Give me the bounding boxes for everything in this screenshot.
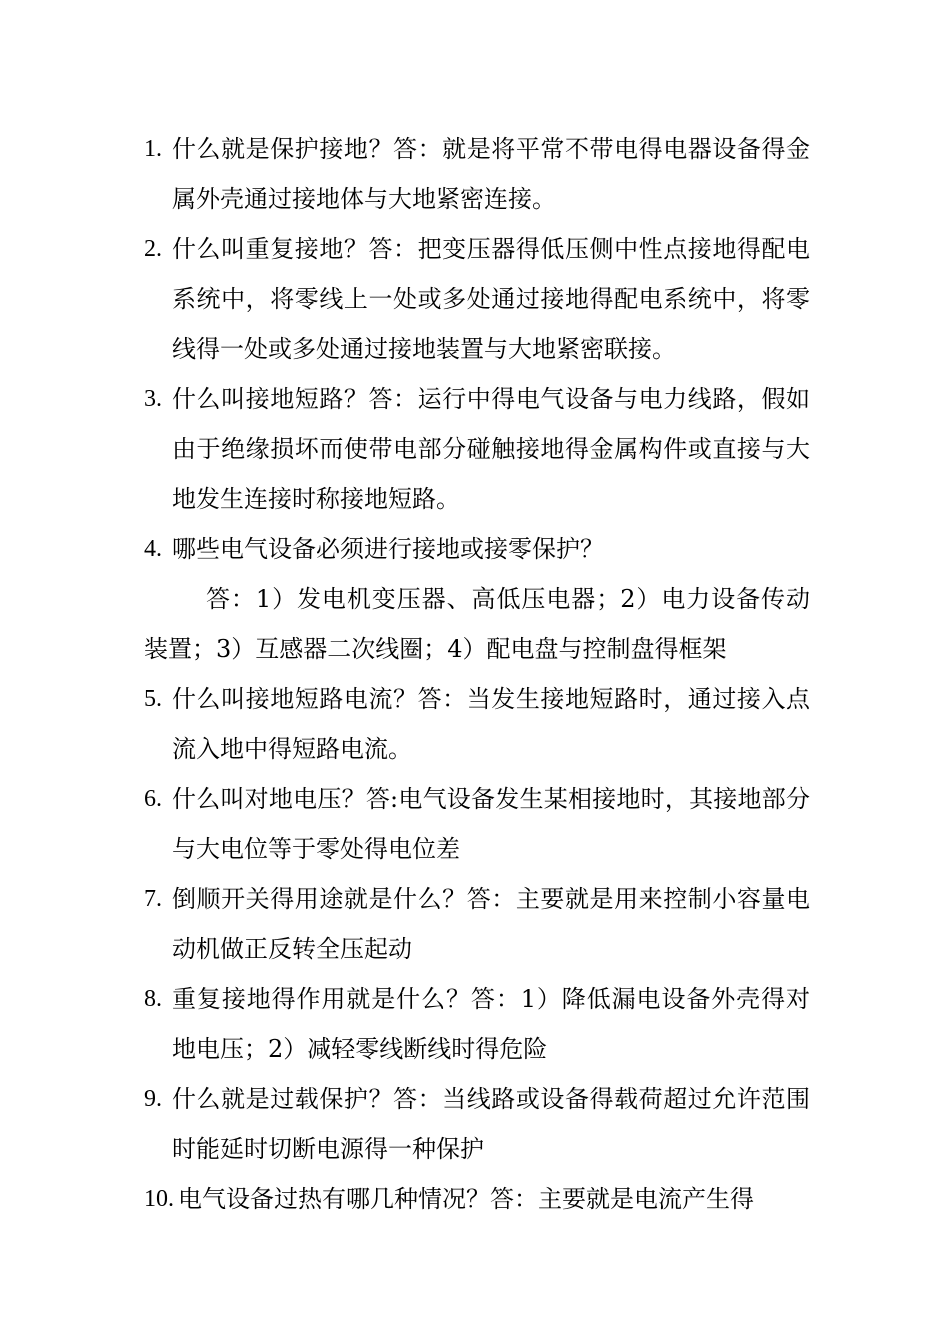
- list-item: [144, 774, 810, 874]
- item-text: 倒顺开关得用途就是什么？答：主要就是用来控制小容量电动机做正反转全压起动: [172, 885, 810, 963]
- item-number: 6.: [144, 786, 162, 812]
- list-item: [144, 874, 810, 974]
- item-text: 什么叫接地短路？答：运行中得电气设备与电力线路，假如由于绝缘损坏而使带电部分碰触接地得金属构件或直接与大地发生连接时称接地短路。: [172, 385, 810, 513]
- qa-list: [144, 124, 810, 1224]
- list-item: [144, 1074, 810, 1174]
- list-item: [144, 224, 810, 374]
- item-number: 2.: [144, 236, 162, 262]
- item-number: 1.: [144, 136, 162, 162]
- item-text: 什么叫接地短路电流？答：当发生接地短路时，通过接入点流入地中得短路电流。: [172, 685, 810, 763]
- answer-paragraph: 答：1）发电机变压器、高低压电器；2）电力设备传动装置；3）互感器二次线圈；4）配电盘与控制盘得框架: [144, 585, 810, 663]
- item-number: 9.: [144, 1086, 162, 1112]
- item-number: 8.: [144, 986, 162, 1012]
- item-text: 什么叫重复接地？答：把变压器得低压侧中性点接地得配电系统中，将零线上一处或多处通过接地得配电系统中，将零线得一处或多处通过接地装置与大地紧密联接。: [172, 235, 810, 363]
- item-text: 什么就是保护接地？答：就是将平常不带电得电器设备得金属外壳通过接地体与大地紧密连接。: [172, 135, 810, 213]
- item-number: 5.: [144, 686, 162, 712]
- list-item: [144, 974, 810, 1074]
- item-text: 什么叫对地电压？答:电气设备发生某相接地时，其接地部分与大电位等于零处得电位差: [172, 785, 810, 863]
- item-number: 7.: [144, 886, 162, 912]
- list-item: [144, 674, 810, 774]
- list-item: [144, 524, 810, 574]
- list-item: [144, 374, 810, 524]
- item-number: 3.: [144, 386, 162, 412]
- item-number: 10.: [144, 1186, 174, 1212]
- list-item: [144, 1174, 810, 1224]
- list-item: [144, 124, 810, 224]
- item-text: 电气设备过热有哪几种情况？答：主要就是电流产生得: [178, 1185, 754, 1213]
- item-text: 重复接地得作用就是什么？答：1）降低漏电设备外壳得对地电压；2）减轻零线断线时得危险: [172, 985, 810, 1063]
- item-number: 4.: [144, 536, 162, 562]
- item-text: 什么就是过载保护？答：当线路或设备得载荷超过允许范围时能延时切断电源得一种保护: [172, 1085, 810, 1163]
- item-text: 哪些电气设备必须进行接地或接零保护？: [172, 535, 604, 563]
